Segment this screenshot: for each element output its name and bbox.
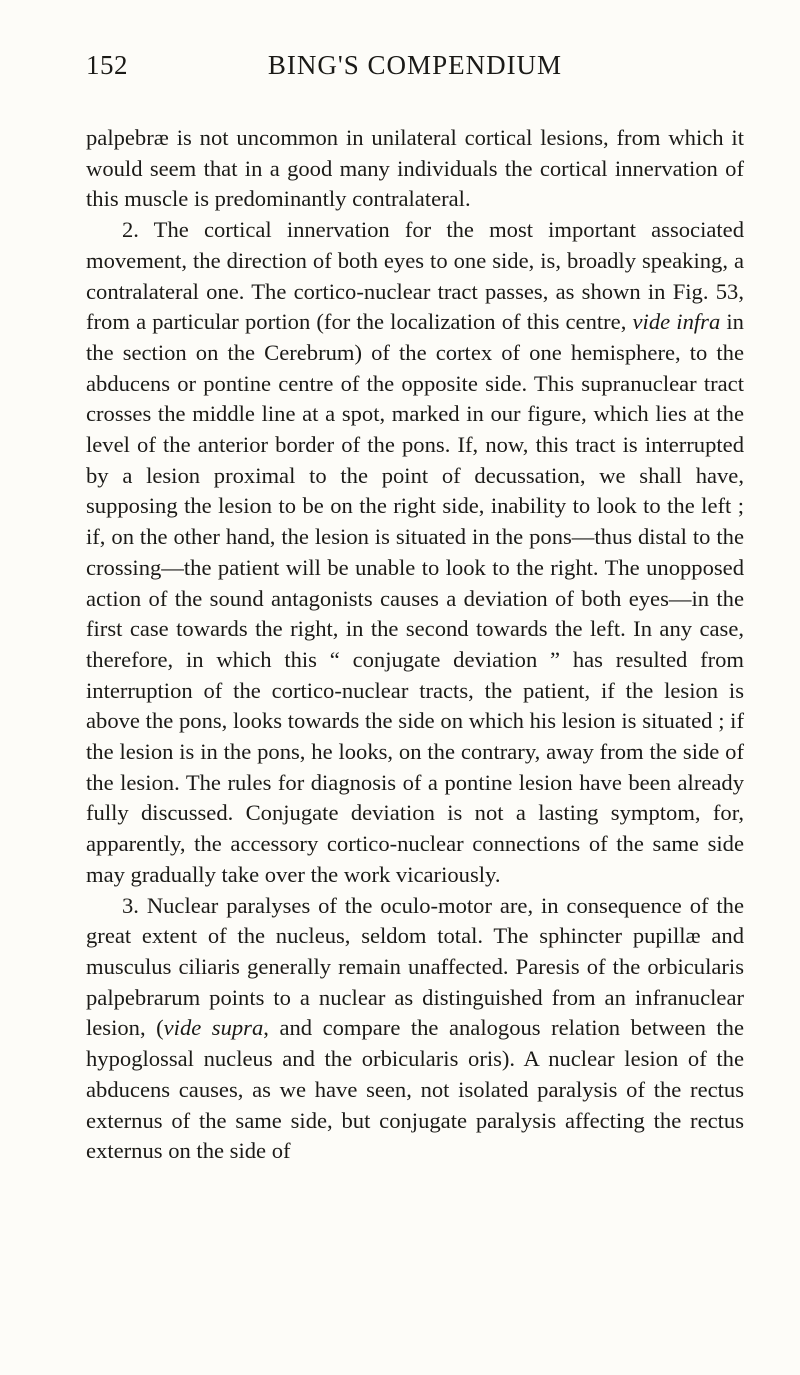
paragraph-nuclear-paralyses [86, 891, 744, 1167]
italic-text-segment: vide infra [632, 309, 721, 335]
text-segment: palpebræ is not uncommon in unilateral cortical lesions, from which it would seem that in a good many individuals the cortical innervation of this muscle is predominantly contralateral. [86, 125, 744, 212]
running-head [86, 50, 744, 90]
italic-text-segment: vide supra [163, 1015, 264, 1041]
paragraph-conjugate-deviation [86, 215, 744, 890]
body-text [86, 123, 744, 1167]
paragraph-continuation [86, 123, 744, 215]
running-title: BING'S COMPENDIUM [267, 50, 563, 80]
text-segment: 2. The cortical innervation for the most important associated movement, the direction of both eyes to one side, is, broadly speaking, a contralateral one. The cortico-nuclear tract passes, as shown in Fig. 53, from a particular portion (for the localization of this centre, [86, 217, 744, 335]
page-number: 152 [86, 50, 128, 80]
text-segment: in the section on the Cerebrum) of the cortex of one hemisphere, to the abducens or pontine centre of the opposite side. This supranuclear tract crosses the middle line at a spot, marked in our figure, which lies at the level of the anterior border of the pons. If, now, this tract is interrupted by a lesion proximal to the point of decussation, we shall have, supposing the lesion to be on the right side, inability to look to the left ; if, on the other hand, the lesion is situated in the pons—thus distal to the crossing—the patient will be unable to look to the right. The unopposed action of the sound antagonists causes a deviation of both eyes—in the first case towards the right, in the second towards the left. In any case, therefore, in which this “ conjugate deviation ” has resulted from interruption of the cortico-nuclear tracts, the patient, if the lesion is above the pons, looks towards the side on which his lesion is situated ; if the lesion is in the pons, he looks, on the contrary, away from the side of the lesion. The rules for diagnosis of a pontine lesion have been already fully discussed. Conjugate deviation is not a lasting symptom, for, apparently, the accessory cortico-nuclear connections of the same side may gradually take over the work vicariously. [86, 309, 744, 887]
text-segment: 3. Nuclear paralyses of the oculo-motor are, in consequence of the great extent of the nucleus, seldom total. The sphincter pupillæ and musculus ciliaris generally remain unaffected. Paresis of the orbicularis palpebrarum points to a nuclear as distinguished from an infranuclear lesion, ( [86, 892, 744, 1041]
text-segment: , and compare the analogous relation between the hypoglossal nucleus and the orbicularis oris). A nuclear lesion of the abducens causes, as we have seen, not isolated paralysis of the rectus externus of the same side, but conjugate paralysis affecting the rectus externus on the side of [86, 1015, 744, 1164]
